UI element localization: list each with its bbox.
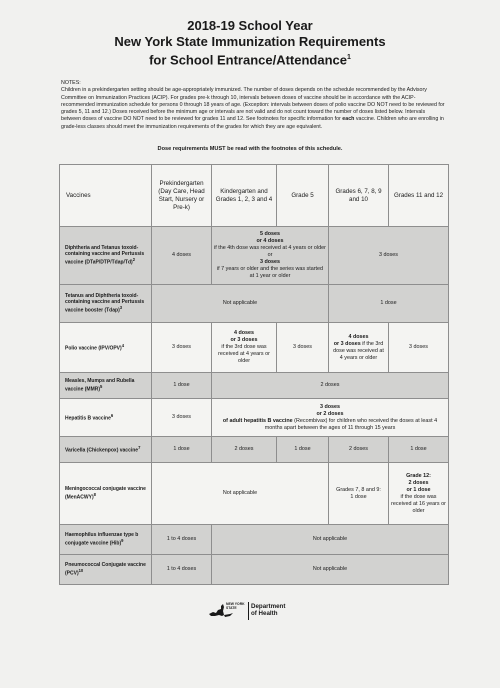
varicella-grades6-10: 2 doses bbox=[329, 437, 389, 463]
title-school-year: 2018-19 School Year bbox=[187, 18, 313, 33]
department-name: Department of Health bbox=[251, 603, 286, 618]
varicella-grade5: 1 dose bbox=[277, 437, 329, 463]
row-polio bbox=[60, 323, 449, 373]
footnote-warning: Dose requirements MUST be read with the footnotes of this schedule. bbox=[157, 146, 343, 152]
schedule-table bbox=[59, 164, 449, 585]
polio-grades6-10: 4 doses or 3 doses if the 3rd dose was received at 4 years or older bbox=[329, 323, 389, 373]
varicella-k4: 2 doses bbox=[212, 437, 277, 463]
pcv-prek: 1 to 4 doses bbox=[152, 555, 212, 585]
dtap-prek: 4 doses bbox=[152, 227, 212, 285]
menacwy-grades7-9: Grades 7, 8 and 9: 1 dose bbox=[329, 463, 389, 525]
row-hepb bbox=[60, 399, 449, 437]
row-mmr bbox=[60, 373, 449, 399]
department-of-health-logo bbox=[207, 601, 297, 621]
row-pcv bbox=[60, 555, 449, 585]
vaccine-name-polio: Polio vaccine $(IPV/OPV)^4$ bbox=[60, 323, 152, 373]
varicella-prek: 1 dose bbox=[152, 437, 212, 463]
header-grade5: Grade 5 bbox=[277, 165, 329, 227]
vaccine-name-menacwy: Meningococcal conjugate vaccine (MenACWY)$^8$ bbox=[60, 463, 152, 525]
dtap-k5: 5 doses or 4 doses if the 4th dose was received at 4 years or older or 3 doses if 7 years or older and the series was started at 1 year or older bbox=[212, 227, 329, 285]
row-dtap bbox=[60, 227, 449, 285]
hib-not-applicable: Not applicable bbox=[212, 525, 449, 555]
vaccine-name-dtap: Diphtheria and Tetanus toxoid-containing vaccine and Pertussis vaccine (DTaP/DTP/Tdap/Td)$^2$ bbox=[60, 227, 152, 285]
vaccine-name-hepb: Hepatitis B vaccine$^6$ bbox=[60, 399, 152, 437]
polio-prek: 3 doses bbox=[152, 323, 212, 373]
notes-paragraph bbox=[61, 80, 445, 131]
row-tdap bbox=[60, 285, 449, 323]
header-k4: Kindergarten and Grades 1, 2, 3 and 4 bbox=[212, 165, 277, 227]
logo-divider bbox=[248, 602, 249, 620]
notes-text: Children in a prekindergarten setting should be age-appropriately immunized. The number of doses depends on the schedule recommended by the Advisory Committee on Immunization Practices (ACIP). For grades pre-k through 10, intervals between doses of vaccine should be in accordance with the ACIP-recommended immunization schedule for persons 0 through 18 years of age. (Exception: intervals between doses of polio vaccine DO NOT need to be reviewed for grades 5, 11 and 12.) Doses received before the minimum age or intervals are not valid and do not count toward the number of doses listed below. Intervals between doses of vaccine DO NOT need to be reviewed for grades 11 and 12. See footnotes for specific information for each vaccine. Children who are enrolling in grade-less classes should meet the immunization requirements of the grades for which they are age equivalent. bbox=[61, 87, 445, 130]
header-row bbox=[60, 165, 449, 227]
header-grades11-12: Grades 11 and 12 bbox=[389, 165, 449, 227]
menacwy-not-applicable: Not applicable bbox=[152, 463, 329, 525]
header-vaccines: Vaccines bbox=[60, 165, 152, 227]
hepb-prek: 3 doses bbox=[152, 399, 212, 437]
row-hib bbox=[60, 525, 449, 555]
menacwy-grade12: Grade 12: 2 doses or 1 dose if the dose was received at 16 years or older bbox=[389, 463, 449, 525]
title-requirements: New York State Immunization Requirements bbox=[114, 34, 386, 49]
dtap-grades6-12: 3 doses bbox=[329, 227, 449, 285]
tdap-grades6-12: 1 dose bbox=[329, 285, 449, 323]
varicella-grades11-12: 1 dose bbox=[389, 437, 449, 463]
polio-k4: 4 doses or 3 doses if the 3rd dose was received at 4 years or older bbox=[212, 323, 277, 373]
header-prek: Prekindergarten (Day Care, Head Start, Nursery or Pre-k) bbox=[152, 165, 212, 227]
vaccine-name-hib: Haemophilus influenzae type b conjugate vaccine (Hib)$^9$ bbox=[60, 525, 152, 555]
hib-prek: 1 to 4 doses bbox=[152, 525, 212, 555]
vaccine-name-pcv: Pneumococcal Conjugate vaccine (PCV)$^{10}$ bbox=[60, 555, 152, 585]
hepb-k-12: 3 doses or 2 doses of adult hepatitis B vaccine (Recombivax) for children who received the doses at least 4 months apart between the ages of 11 through 15 years bbox=[212, 399, 449, 437]
notes-label: NOTES: bbox=[61, 80, 81, 86]
tdap-not-applicable: Not applicable bbox=[152, 285, 329, 323]
vaccine-name-tdap: Tetanus and Diphtheria toxoid-containing vaccine and Pertussis vaccine booster (Tdap)$^3$ bbox=[60, 285, 152, 323]
new-york-state-wordmark: NEW YORK STATE bbox=[226, 602, 245, 610]
header-grades6-10: Grades 6, 7, 8, 9 and 10 bbox=[329, 165, 389, 227]
vaccine-name-mmr: Measles, Mumps and Rubella vaccine (MMR)$^5$ bbox=[60, 373, 152, 399]
mmr-k-12: 2 doses bbox=[212, 373, 449, 399]
polio-grade5: 3 doses bbox=[277, 323, 329, 373]
mmr-prek: 1 dose bbox=[152, 373, 212, 399]
pcv-not-applicable: Not applicable bbox=[212, 555, 449, 585]
row-varicella bbox=[60, 437, 449, 463]
row-menacwy bbox=[60, 463, 449, 525]
footnote-ref: 1 bbox=[347, 54, 351, 61]
title-entrance: for School Entrance/Attendance$^1$ bbox=[149, 52, 351, 68]
vaccine-name-varicella: Varicella (Chickenpox) vaccine$^7$ bbox=[60, 437, 152, 463]
polio-grades11-12: 3 doses bbox=[389, 323, 449, 373]
